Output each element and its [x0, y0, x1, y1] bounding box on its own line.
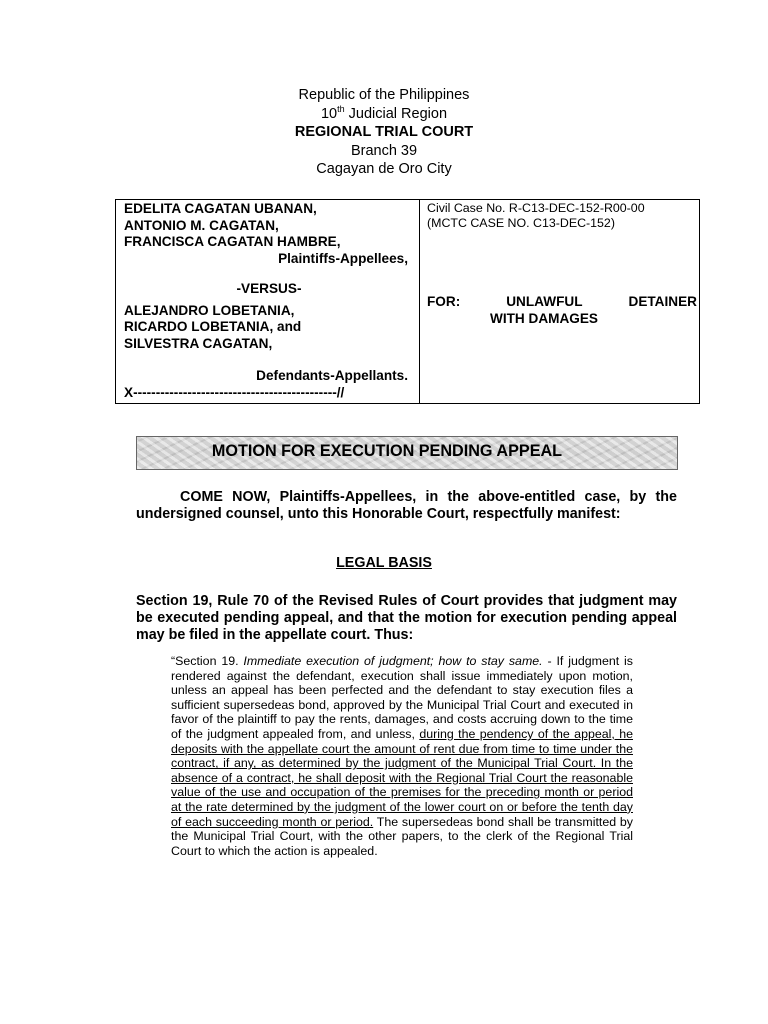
judicial-region-line — [0, 105, 768, 124]
for-label: FOR: — [427, 294, 461, 309]
caption-divider — [419, 200, 420, 403]
defendant-name: ALEJANDRO LOBETANIA, — [124, 302, 295, 318]
branch-line: Branch 39 — [350, 142, 418, 159]
motion-title: MOTION FOR EXECUTION PENDING APPEAL — [211, 442, 563, 460]
region-number: 10 — [320, 105, 338, 122]
court-name: REGIONAL TRIAL COURT — [294, 124, 474, 141]
republic-line: Republic of the Philippines — [298, 87, 470, 103]
defendant-name: RICARDO LOBETANIA, and — [124, 319, 302, 334]
quote-text: - If judgment is rendered against the defendant, execution shall issue immediately upon motion, unless an appeal has been perfected and the defendant to stay execution files a sufficient supersedeas bond, approved by the Municipal Trial Court and executed in favor of the plaintiff to pay the rents, damages, and costs accruing down to the time of the judgment appealed from, and unless, — [171, 654, 633, 741]
defendant-name: SILVESTRA CAGATAN, — [124, 335, 273, 351]
case-nature — [427, 293, 697, 327]
quote-open: “Section 19. — [171, 654, 244, 668]
nature-word: DETAINER — [628, 294, 697, 309]
quote-text: The supersedeas bond shall be transmitted by the Municipal Trial Court, with the other papers, to the clerk of the Regional Trial Court to which the action is appealed. — [171, 814, 633, 858]
caption-separator: X---------------------------------------------// — [124, 384, 345, 400]
nature-line-2: WITH DAMAGES — [490, 311, 598, 326]
quote-underlined-text: during the pendency of the appeal, he deposits with the appellate court the amount of rent due from time to time under the contract, if any, as determined by the judgment of the Municipal Trial Court. In the absence of a contract, he shall deposit with the Regional Trial Court the reasonable value of the use and occupation of the premises for the preceding month or period at the rate determined by the judgment of the lower court on or before the tenth day of each succeeding month or period. — [171, 726, 633, 829]
quoted-provision — [171, 654, 633, 858]
legal-basis-paragraph: Section 19, Rule 70 of the Revised Rules of Court provides that judgment may be executed pending appeal, and that the motion for execution pending appeal may be filed in the appellate court. Thus: — [136, 593, 677, 643]
city-line: Cagayan de Oro City — [316, 161, 452, 178]
legal-basis-heading: LEGAL BASIS — [336, 555, 432, 571]
court-header — [0, 86, 768, 179]
nature-word: UNLAWFUL — [506, 294, 583, 309]
versus-label: -VERSUS- — [236, 281, 302, 296]
region-text: Judicial Region — [344, 105, 448, 122]
plaintiff-name: EDELITA CAGATAN UBANAN, — [124, 201, 317, 216]
parties-column — [124, 201, 414, 401]
plaintiffs-role: Plaintiffs-Appellees, — [278, 250, 408, 266]
civil-case-number: Civil Case No. R-C13-DEC-152-R00-00 — [427, 201, 645, 215]
case-info-column — [427, 201, 697, 326]
case-caption-box — [115, 199, 700, 404]
region-suffix: th — [337, 103, 345, 114]
plaintiff-name: FRANCISCA CAGATAN HAMBRE, — [124, 234, 341, 249]
plaintiff-name: ANTONIO M. CAGATAN, — [124, 217, 279, 233]
defendants-role: Defendants-Appellants. — [256, 368, 408, 383]
mctc-case-number: (MCTC CASE NO. C13-DEC-152) — [427, 215, 615, 230]
quote-heading: Immediate execution of judgment; how to stay same. — [243, 654, 543, 668]
opening-paragraph: COME NOW, Plaintiffs-Appellees, in the above-entitled case, by the undersigned counsel, unto this Honorable Court, respectfully manifest: — [136, 489, 677, 523]
motion-title-box — [136, 436, 678, 470]
